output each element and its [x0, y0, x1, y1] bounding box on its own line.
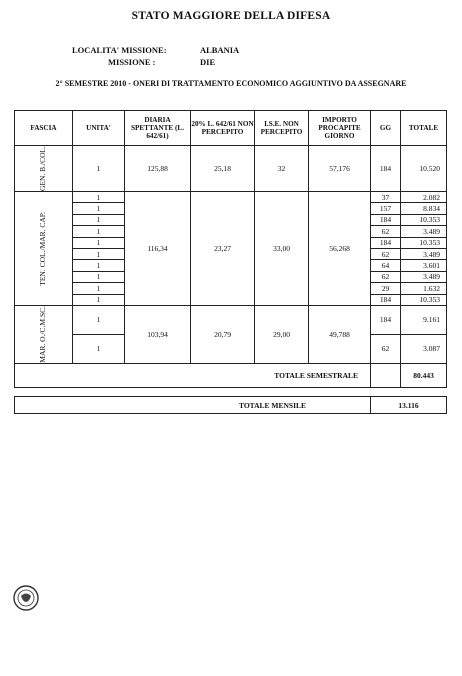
ise-cell: 29,00: [255, 305, 309, 363]
totale-cell: 3.087: [401, 334, 447, 363]
table-row: [15, 192, 447, 203]
unita-cell: 1: [73, 237, 125, 248]
document-subtitle: 2° SEMESTRE 2010 - ONERI DI TRATTAMENTO ECONOMICO AGGIUNTIVO DA ASSEGNARE: [55, 79, 407, 88]
oneri-table: [14, 110, 447, 388]
totale-cell: 9.161: [401, 305, 447, 334]
gg-cell: 157: [371, 203, 401, 214]
gg-cell: 62: [371, 226, 401, 237]
table-row: [15, 146, 447, 192]
venti-percento-cell: 25,18: [191, 146, 255, 192]
col-importo: IMPORTO PROCAPITE GIORNO: [309, 111, 371, 146]
totale-mensile-value: 13.116: [371, 397, 447, 414]
fascia-label: TEN. COL./MAR. CAP.: [38, 211, 48, 286]
unita-cell: 1: [73, 192, 125, 203]
document-title: STATO MAGGIORE DELLA DIFESA: [131, 10, 331, 22]
totale-mensile-table: [14, 396, 447, 414]
venti-percento-cell: 23,27: [191, 192, 255, 306]
gg-cell: 64: [371, 260, 401, 271]
totale-semestrale-label: TOTALE SEMESTRALE: [15, 363, 371, 387]
col-unita: UNITA': [73, 111, 125, 146]
totale-cell: 2.082: [401, 192, 447, 203]
table-header-row: [15, 111, 447, 146]
unita-cell: 1: [73, 146, 125, 192]
totale-cell: 3.489: [401, 271, 447, 282]
diaria-cell: 103,94: [125, 305, 191, 363]
col-diaria: DIARIA SPETTANTE (L. 642/61): [125, 111, 191, 146]
gg-cell: 184: [371, 214, 401, 225]
importo-cell: 49,788: [309, 305, 371, 363]
fascia-cell: [15, 305, 73, 363]
unita-cell: 1: [73, 283, 125, 294]
totale-cell: 10.353: [401, 214, 447, 225]
fascia-cell: [15, 146, 73, 192]
totale-semestrale-row: [15, 363, 447, 387]
unita-cell: 1: [73, 260, 125, 271]
gg-cell: 184: [371, 237, 401, 248]
importo-cell: 56,268: [309, 192, 371, 306]
unita-cell: 1: [73, 294, 125, 305]
col-totale: TOTALE: [401, 111, 447, 146]
totale-cell: 3.489: [401, 248, 447, 259]
col-ise: I.S.E. NON PERCEPITO: [255, 111, 309, 146]
gg-cell: 37: [371, 192, 401, 203]
gg-cell: 62: [371, 271, 401, 282]
diaria-cell: 125,88: [125, 146, 191, 192]
venti-percento-cell: 20,79: [191, 305, 255, 363]
gg-cell: 184: [371, 305, 401, 334]
fascia-label: GEN. B./COL.: [38, 146, 48, 191]
unita-cell: 1: [73, 271, 125, 282]
missione-value: DIE: [200, 57, 216, 67]
fascia-cell: [15, 192, 73, 306]
totale-semestrale-value: 80.443: [401, 363, 447, 387]
fascia-label: MAR. O./C.M.SC.: [38, 305, 48, 363]
totale-cell: 10.353: [401, 294, 447, 305]
table-body: [15, 146, 447, 364]
table-row: [15, 305, 447, 334]
totale-cell: 10.353: [401, 237, 447, 248]
totale-cell: 10.520: [401, 146, 447, 192]
ise-cell: 33,00: [255, 192, 309, 306]
totale-cell: 3.489: [401, 226, 447, 237]
col-gg: GG: [371, 111, 401, 146]
gg-cell: 184: [371, 146, 401, 192]
totale-cell: 8.834: [401, 203, 447, 214]
gg-cell: 62: [371, 334, 401, 363]
gg-cell: 184: [371, 294, 401, 305]
unita-cell: 1: [73, 214, 125, 225]
unita-cell: 1: [73, 248, 125, 259]
totale-mensile-row: [15, 397, 447, 414]
diaria-cell: 116,34: [125, 192, 191, 306]
unita-cell: 1: [73, 334, 125, 363]
unita-cell: 1: [73, 305, 125, 334]
totale-cell: 3.601: [401, 260, 447, 271]
gg-cell: 29: [371, 283, 401, 294]
official-seal-icon: [12, 584, 40, 612]
totale-cell: 1.632: [401, 283, 447, 294]
unita-cell: 1: [73, 203, 125, 214]
col-fascia: FASCIA: [15, 111, 73, 146]
ise-cell: 32: [255, 146, 309, 192]
unita-cell: 1: [73, 226, 125, 237]
missione-label: MISSIONE :: [108, 57, 156, 67]
importo-cell: 57,176: [309, 146, 371, 192]
gg-cell: 62: [371, 248, 401, 259]
totale-mensile-label: TOTALE MENSILE: [15, 397, 371, 414]
col-venti-percento: 20% L. 642/61 NON PERCEPITO: [191, 111, 255, 146]
localita-label: LOCALITA' MISSIONE:: [72, 45, 167, 55]
localita-value: ALBANIA: [200, 45, 240, 55]
